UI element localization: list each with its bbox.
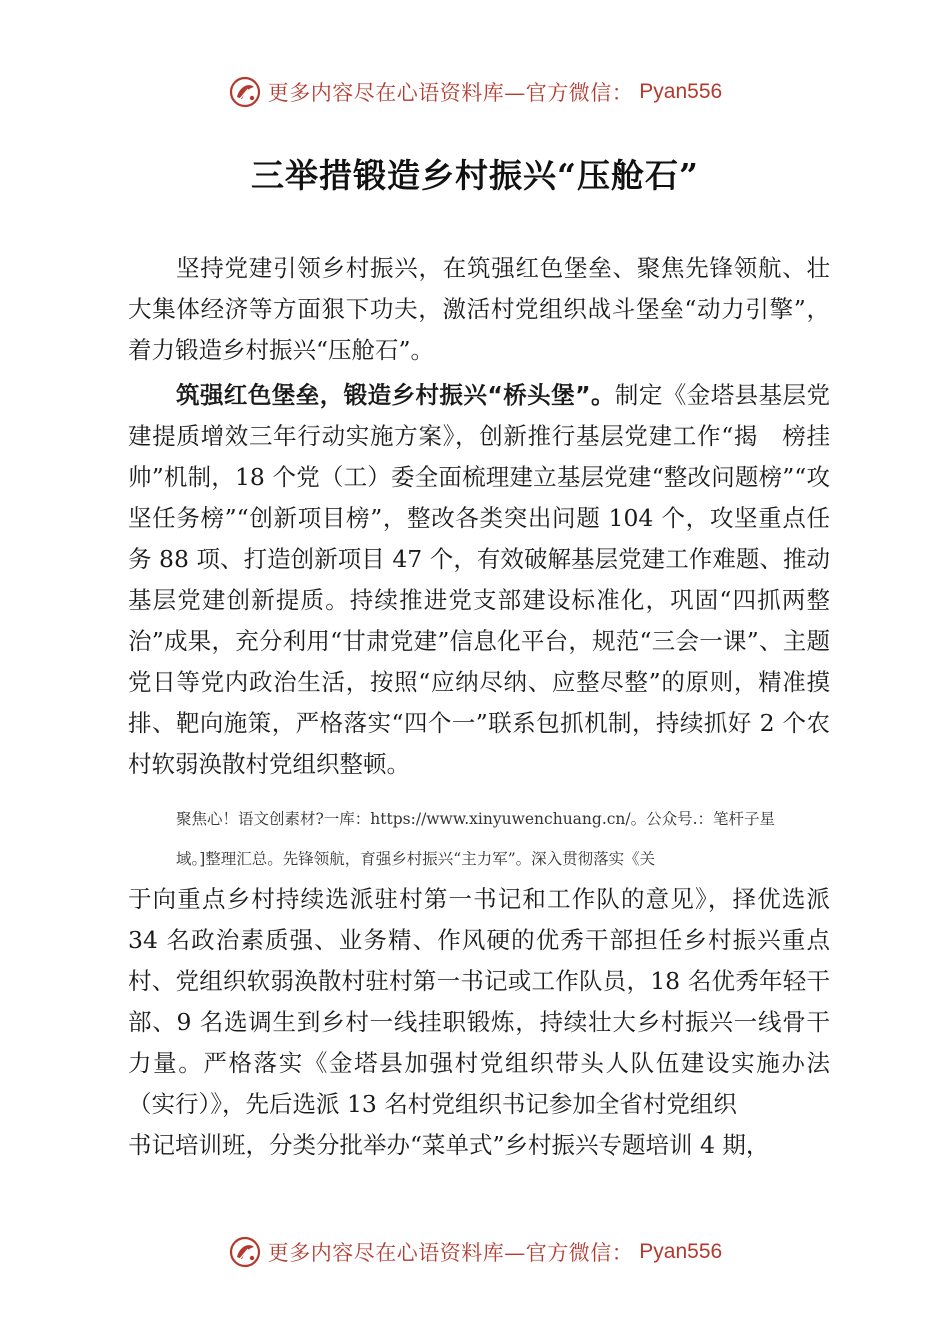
banner-wechat-id: Pyan556 (639, 1240, 723, 1263)
seal-logo-icon (228, 75, 262, 109)
source-note (128, 799, 830, 879)
source-note-line1: 聚焦心！语文创素材?一库：https://www.xinyuwenchuang.cn/。公众号.：笔杆子星 (176, 810, 776, 828)
document-body (128, 248, 830, 1166)
section2-paragraph: 于向重点乡村持续选派驻村第一书记和工作队的意见》，择优选派 34 名政治素质强、业务精、作风硬的优秀干部担任乡村振兴重点村、党组织软弱涣散村驻村第一书记或工作队员，18 名优秀年轻干部、9 名选调生到乡村一线挂职锻炼，持续壮大乡村振兴一线骨干力量。严格落实《金塔县加强村党组织带头人队伍建设实施办法（实行）》，先后选派 13 名村党组织书记参加全省村党组织 (128, 885, 830, 1118)
document-title: 三举措锻造乡村振兴“压舱石” (251, 156, 699, 195)
section1-heading: 筑强红色堡垒，锻造乡村振兴“桥头堡”。 (176, 381, 615, 409)
banner-text: 更多内容尽在心语资料库—官方微信： (267, 1241, 634, 1265)
seal-logo-icon (228, 1235, 262, 1269)
banner-text: 更多内容尽在心语资料库—官方微信： (267, 81, 634, 105)
source-note-line2: 域。]整理汇总。先锋领航，育强乡村振兴“主力军”。深入贯彻落实《关 (176, 850, 656, 868)
header-watermark-banner (0, 72, 950, 112)
section1-body: 制定《金塔县基层党建提质增效三年行动实施方案》，创新推行基层党建工作“揭 榜挂帅”机制，18 个党（工）委全面梳理建立基层党建“整改问题榜”“攻坚任务榜”“创新项目榜”，整改各类突出问题 104 个，攻坚重点任务 88 项、打造创新项目 47 个，有效破解基层党建工作难题、推动基层党建创新提质。持续推进党支部建设标准化，巩固“四抓两整治”成果，充分利用“甘肃党建”信息化平台，规范“三会一课”、主题党日等党内政治生活，按照“应纳尽纳、应整尽整”的原则，精准摸排、靶向施策，严格落实“四个一”联系包抓机制，持续抓好 2 个农村软弱涣散村党组织整顿。 (128, 381, 831, 778)
footer-watermark-banner (0, 1232, 950, 1272)
intro-paragraph: 坚持党建引领乡村振兴，在筑强红色堡垒、聚焦先锋领航、壮大集体经济等方面狠下功夫，激活村党组织战斗堡垒“动力引擎”，着力锻造乡村振兴“压舱石”。 (128, 254, 830, 364)
section1-paragraph (128, 375, 830, 785)
section2-continuation: 书记培训班，分类分批举办“菜单式”乡村振兴专题培训 4 期， (128, 1131, 770, 1159)
banner-wechat-id: Pyan556 (639, 80, 723, 103)
